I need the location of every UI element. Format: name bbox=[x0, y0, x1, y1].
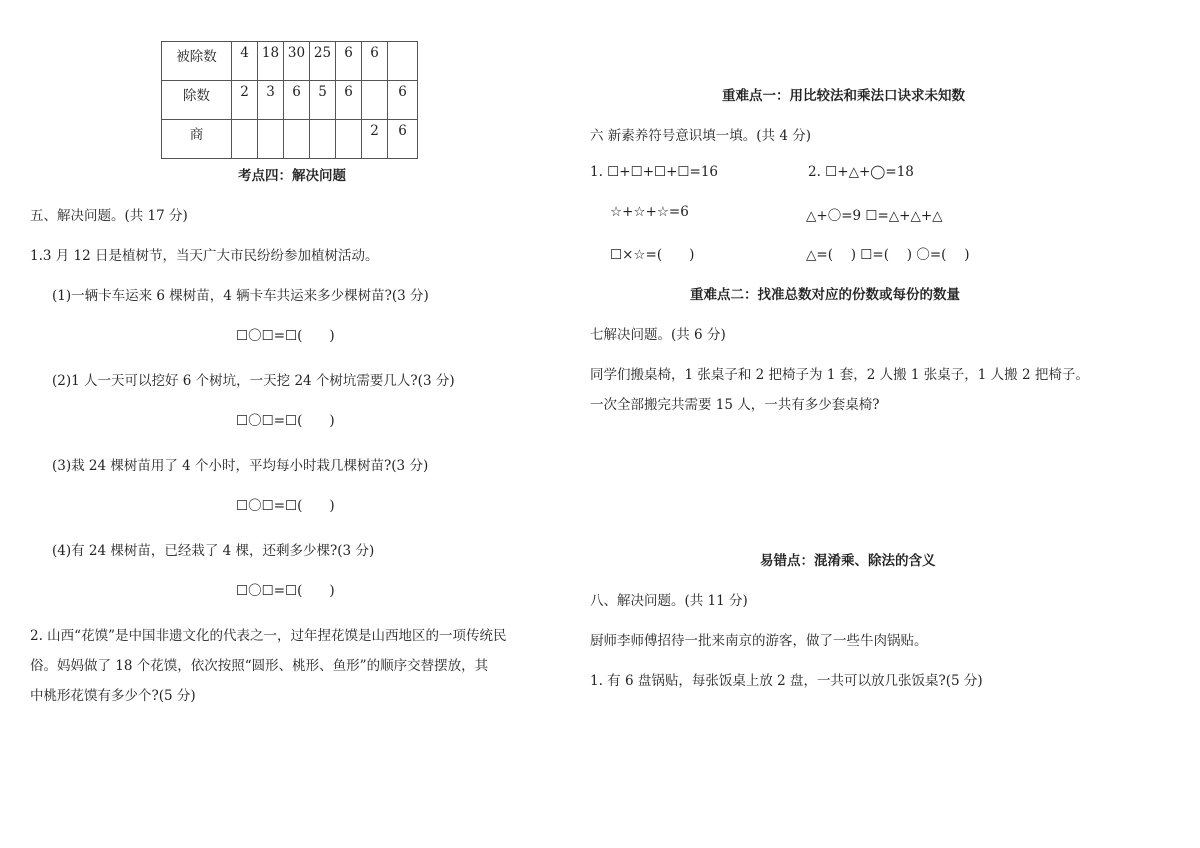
question-1-intro: 1.3 月 12 日是植树节，当天广大市民纷纷参加植树活动。 bbox=[30, 248, 379, 264]
question-7-header: 七解决问题。(共 6 分) bbox=[590, 327, 726, 343]
table-cell: 6 bbox=[336, 42, 362, 81]
puzzle-2-line-3: △=( ) ☐=( ) 〇=( ) bbox=[806, 247, 970, 263]
question-8-header: 八、解决问题。(共 11 分) bbox=[590, 593, 748, 609]
row-label: 除数 bbox=[162, 81, 232, 120]
table-cell: 6 bbox=[362, 42, 388, 81]
sub-question-3: (3)栽 24 棵树苗用了 4 个小时，平均每小时栽几棵树苗?(3 分) bbox=[52, 458, 429, 474]
table-cell bbox=[284, 120, 310, 159]
table-cell: 6 bbox=[284, 81, 310, 120]
row-label: 商 bbox=[162, 120, 232, 159]
sub-question-2: (2)1 人一天可以挖好 6 个树坑，一天挖 24 个树坑需要几人?(3 分) bbox=[52, 373, 455, 389]
table-cell bbox=[232, 120, 258, 159]
table-row bbox=[162, 120, 418, 159]
answer-formula-3: ☐〇☐=☐( ) bbox=[236, 498, 335, 514]
puzzle-1-line-3: ☐×☆=( ) bbox=[610, 247, 695, 263]
table-cell: 5 bbox=[310, 81, 336, 120]
question-8-sub-1: 1. 有 6 盘锅贴，每张饭桌上放 2 盘，一共可以放几张饭桌?(5 分) bbox=[590, 673, 983, 689]
question-2-line-1: 2. 山西“花馍”是中国非遗文化的代表之一，过年捏花馍是山西地区的一项传统民 bbox=[30, 628, 507, 644]
question-2-line-3: 中桃形花馍有多少个?(5 分) bbox=[30, 688, 196, 704]
table-cell: 2 bbox=[362, 120, 388, 159]
table-cell: 25 bbox=[310, 42, 336, 81]
section-title-zhongnan-2: 重难点二：找准总数对应的份数或每份的数量 bbox=[690, 287, 960, 303]
question-2-line-2: 俗。妈妈做了 18 个花馍，依次按照“圆形、桃形、鱼形”的顺序交替摆放，其 bbox=[30, 658, 489, 674]
answer-formula-4: ☐〇☐=☐( ) bbox=[236, 583, 335, 599]
table-cell bbox=[336, 120, 362, 159]
division-table bbox=[161, 41, 418, 159]
section-title-yicuo: 易错点：混淆乘、除法的含义 bbox=[760, 553, 936, 569]
table-cell: 3 bbox=[258, 81, 284, 120]
puzzle-1-line-2: ☆+☆+☆=6 bbox=[610, 204, 689, 220]
section-title-kaodian-4: 考点四：解决问题 bbox=[238, 168, 346, 184]
table-cell: 2 bbox=[232, 81, 258, 120]
table-cell: 18 bbox=[258, 42, 284, 81]
sub-question-4: (4)有 24 棵树苗，已经栽了 4 棵，还剩多少棵?(3 分) bbox=[52, 543, 375, 559]
question-6-header: 六 新素养符号意识填一填。(共 4 分) bbox=[590, 128, 811, 144]
table-cell: 6 bbox=[336, 81, 362, 120]
table-cell: 30 bbox=[284, 42, 310, 81]
answer-formula-1: ☐〇☐=☐( ) bbox=[236, 328, 335, 344]
table-cell: 6 bbox=[388, 81, 418, 120]
table-cell bbox=[258, 120, 284, 159]
question-7-line-2: 一次全部搬完共需要 15 人，一共有多少套桌椅? bbox=[590, 397, 880, 413]
table-cell bbox=[310, 120, 336, 159]
table-cell bbox=[362, 81, 388, 120]
section-title-zhongnan-1: 重难点一：用比较法和乘法口诀求未知数 bbox=[722, 88, 965, 104]
puzzle-2-line-1: 2. ☐+△+◯=18 bbox=[808, 164, 914, 180]
answer-formula-2: ☐〇☐=☐( ) bbox=[236, 413, 335, 429]
table-cell bbox=[388, 42, 418, 81]
table-cell: 6 bbox=[388, 120, 418, 159]
table-row bbox=[162, 81, 418, 120]
puzzle-2-line-2: △+〇=9 ☐=△+△+△ bbox=[806, 208, 943, 224]
question-8-intro: 厨师李师傅招待一批来南京的游客，做了一些牛肉锅贴。 bbox=[590, 633, 928, 649]
sub-question-1: (1)一辆卡车运来 6 棵树苗，4 辆卡车共运来多少棵树苗?(3 分) bbox=[52, 288, 429, 304]
puzzle-1-line-1: 1. ☐+☐+☐+☐=16 bbox=[590, 164, 719, 180]
row-label: 被除数 bbox=[162, 42, 232, 81]
question-5-header: 五、解决问题。(共 17 分) bbox=[30, 208, 188, 224]
question-7-line-1: 同学们搬桌椅，1 张桌子和 2 把椅子为 1 套，2 人搬 1 张桌子，1 人搬 2 把椅子。 bbox=[590, 367, 1089, 383]
table-cell: 4 bbox=[232, 42, 258, 81]
table-row bbox=[162, 42, 418, 81]
